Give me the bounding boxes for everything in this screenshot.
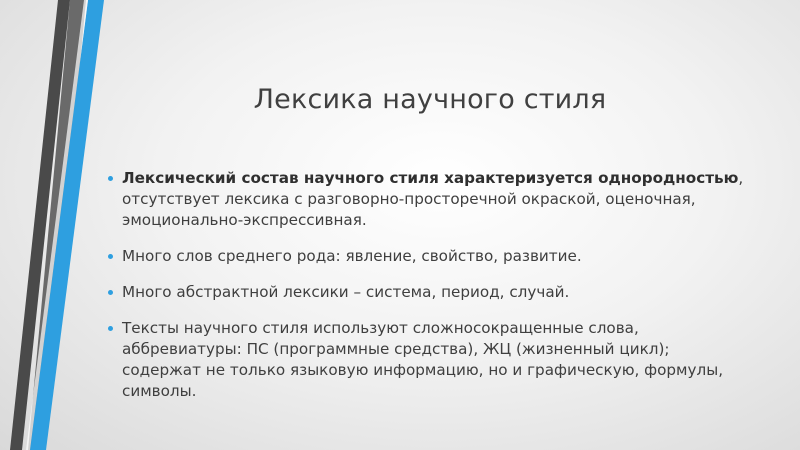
bullet-dot-icon [108,326,113,331]
slide-title: Лексика научного стиля [253,84,607,115]
bullet-item [108,246,748,267]
bullet-text: Много слов среднего рода: явление, свойство, развитие. [122,247,582,265]
bullet-item [108,282,748,303]
bullet-dot-icon [108,254,113,259]
bullet-list [108,168,748,417]
bullet-item [108,318,748,402]
bullet-dot-icon [108,176,113,181]
bullet-dot-icon [108,290,113,295]
bullet-item [108,168,748,231]
bullet-text: Тексты научного стиля используют сложносокращенные слова, аббревиатуры: ПС (программные средства), ЖЦ (жизненный цикл); содержат не только языковую информацию, но и графическую, формулы, символы. [122,319,724,400]
bullet-bold-text: Лексический состав научного стиля характеризуется однородностью [122,169,739,187]
bullet-text: , отсутствует лексика с разговорно-просторечной окраской, оценочная, эмоционально-экспрессивная. [122,169,744,229]
bullet-text: Много абстрактной лексики – система, период, случай. [122,283,570,301]
